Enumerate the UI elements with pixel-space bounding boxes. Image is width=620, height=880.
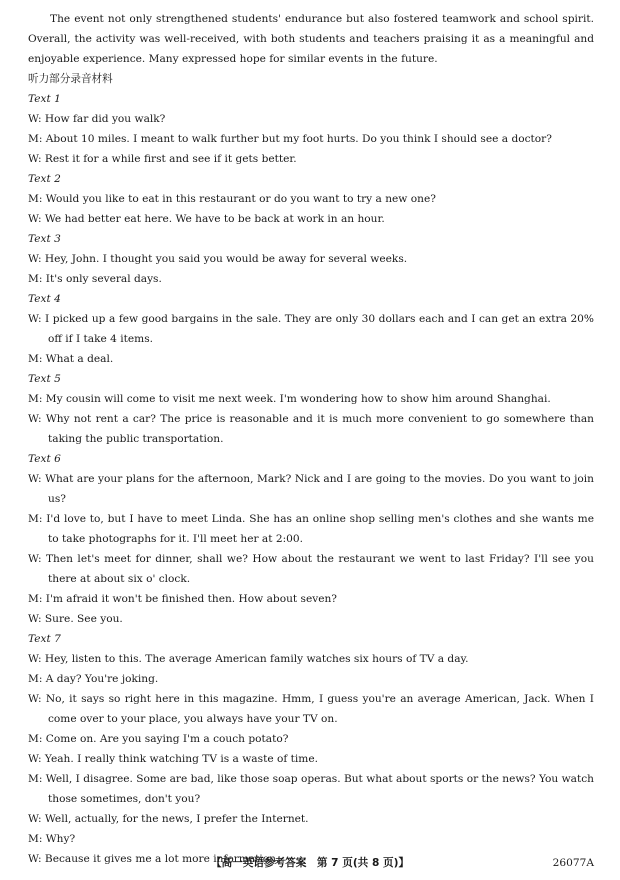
- dialogue-line: W: I picked up a few good bargains in the sale. They are only 30 dollars each and I can get an extra 20% off if I take 4 items.: [28, 313, 594, 345]
- dialogue-line: M: A day? You're joking.: [28, 673, 159, 685]
- dialogue-line: W: How far did you walk?: [28, 113, 166, 125]
- text-label: Text 3: [28, 233, 61, 245]
- footer-code: 26077A: [552, 857, 594, 869]
- dialogue-line: M: Why?: [28, 833, 76, 845]
- dialogue-line: W: Well, actually, for the news, I prefer the Internet.: [28, 813, 309, 825]
- dialogue-line: M: I'd love to, but I have to meet Linda. She has an online shop selling men's clothes and she wants me to take photographs for it. I'll meet her at 2:00.: [28, 513, 594, 545]
- dialogue-line: M: Come on. Are you saying I'm a couch potato?: [28, 733, 289, 745]
- listening-transcript-heading: 听力部分录音材料: [28, 73, 113, 85]
- dialogue-line: W: Rest it for a while first and see if it gets better.: [28, 153, 297, 165]
- dialogue-line: W: Yeah. I really think watching TV is a waste of time.: [28, 753, 318, 765]
- dialogue-line: W: Sure. See you.: [28, 613, 123, 625]
- transcript-section: [28, 369, 594, 449]
- dialogue-line: W: Why not rent a car? The price is reasonable and it is much more convenient to go somewhere than taking the public transportation.: [28, 413, 594, 445]
- dialogue-line: W: Because it gives me a lot more information.: [28, 853, 280, 865]
- dialogue-line: W: Then let's meet for dinner, shall we? How about the restaurant we went to last Friday? I'll see you there at about six o' clock.: [28, 553, 594, 585]
- dialogue-line: M: About 10 miles. I meant to walk further but my foot hurts. Do you think I should see a doctor?: [28, 133, 552, 145]
- transcript-section: [28, 229, 594, 289]
- transcript-section: [28, 449, 594, 629]
- transcript-section: [28, 289, 594, 369]
- transcript-section: [28, 629, 594, 869]
- text-label: Text 4: [28, 293, 61, 305]
- intro-paragraph: The event not only strengthened students' endurance but also fostered teamwork and school spirit. Overall, the activity was well-received, with both students and teachers praising it as a meaningful and enjoyable experience. Many expressed hope for similar events in the future.: [28, 13, 594, 65]
- text-label: Text 6: [28, 453, 61, 465]
- text-label: Text 1: [28, 93, 61, 105]
- dialogue-line: W: What are your plans for the afternoon, Mark? Nick and I are going to the movies. Do you want to join us?: [28, 473, 594, 505]
- footer-title: 【高一英语参考答案 第 7 页(共 8 页)】: [210, 857, 410, 869]
- dialogue-line: M: Well, I disagree. Some are bad, like those soap operas. But what about sports or the news? You watch those sometimes, don't you?: [28, 773, 594, 805]
- dialogue-line: W: Hey, listen to this. The average American family watches six hours of TV a day.: [28, 653, 469, 665]
- transcript-section: [28, 169, 594, 229]
- dialogue-line: M: It's only several days.: [28, 273, 162, 285]
- dialogue-line: M: My cousin will come to visit me next week. I'm wondering how to show him around Shanghai.: [28, 393, 551, 405]
- dialogue-line: W: Hey, John. I thought you said you would be away for several weeks.: [28, 253, 408, 265]
- page-footer: [0, 853, 620, 873]
- text-label: Text 7: [28, 633, 61, 645]
- text-label: Text 2: [28, 173, 61, 185]
- dialogue-line: M: I'm afraid it won't be finished then. How about seven?: [28, 593, 337, 605]
- text-label: Text 5: [28, 373, 61, 385]
- listening-transcript: [28, 89, 594, 869]
- dialogue-line: W: No, it says so right here in this magazine. Hmm, I guess you're an average American, Jack. When I come over to your place, you always have your TV on.: [28, 693, 594, 725]
- transcript-section: [28, 89, 594, 169]
- dialogue-line: W: We had better eat here. We have to be back at work in an hour.: [28, 213, 385, 225]
- dialogue-line: M: What a deal.: [28, 353, 114, 365]
- dialogue-line: M: Would you like to eat in this restaurant or do you want to try a new one?: [28, 193, 436, 205]
- intro-paragraph-block: [28, 9, 594, 69]
